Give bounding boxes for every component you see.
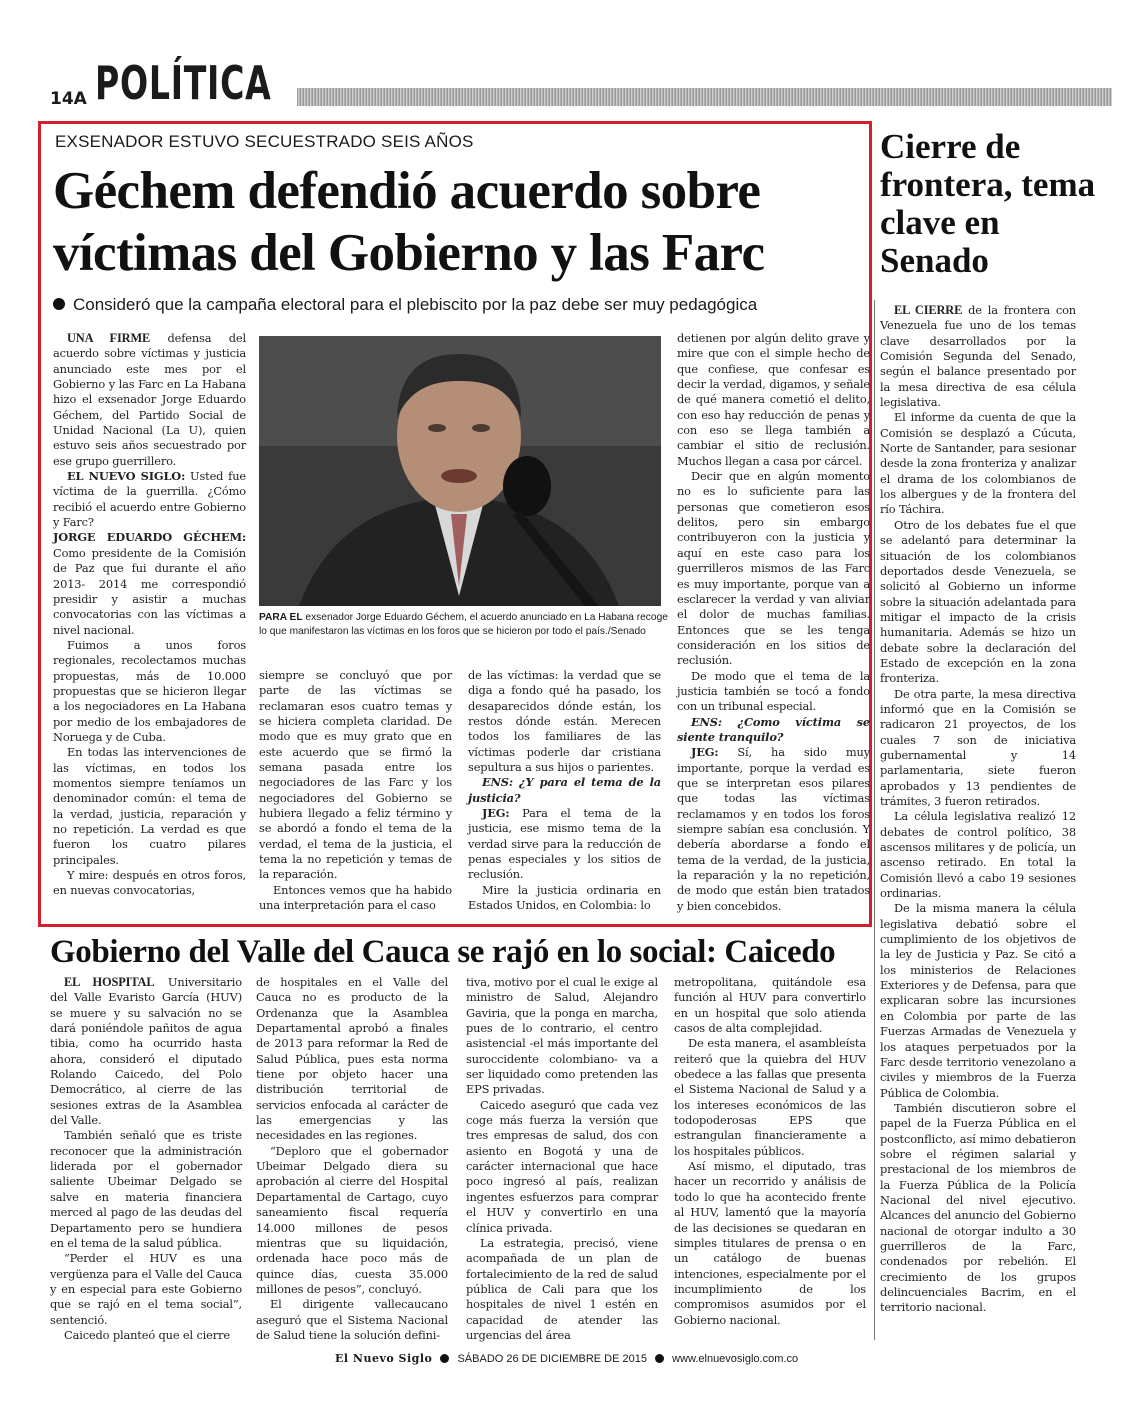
interviewee-label: JORGE EDUARDO GÉCHEM: bbox=[53, 530, 246, 545]
article-subhead bbox=[53, 295, 757, 315]
page-header bbox=[0, 55, 1127, 115]
bottom-column-3: tiva, motivo por el cual le exige al ministro de Salud, Alejandro Gaviria, que la ponga en marcha, pues de lo contrario, el centro asistencial -el más importante del suroccidente colombiano- va a ser liquidado como pretenden las EPS privadas. Caicedo aseguró que cada vez coge más fuerza la versión que tres empresas de salud, dos con asiento en Bogotá y una de carácter internacional que hace poco ingresó al país, realizan ingentes esfuerzos para comprar el HUV y convertirlo en una clínica privada. La estrategia, precisó, viene acompañada de un plan de fortalecimiento de la red de salud pública de Cali para que los hospitales de nivel 1 estén en capacidad de atender las urgencias del área bbox=[466, 975, 658, 1342]
speaker-photo-illustration bbox=[259, 336, 661, 606]
lead-in: UNA FIRME bbox=[67, 331, 151, 345]
bottom-column-1: EL HOSPITAL Universitario del Valle Evaristo García (HUV) se muere y su salvación no se dará poniéndole pañitos de agua tibia, como ha ocurrido hasta ahora, consideró el diputado Rolando Caicedo, del Polo Democrático, al cierre de las sesiones extras de la Asamblea del Valle. También señaló que es triste reconocer que la administración liderada por el gobernador saliente Ubeimar Delgado se salve en materia financiera merced al pago de las deudas del Departamento pero se hundiera en el tema de la salud pública. “Perder el HUV es una vergüenza para el Valle del Cauca y en especial para este Gobierno que se rajó en el tema social”, sentenció. Caicedo planteó que el cierre bbox=[50, 975, 242, 1342]
bottom-column-4: metropolitana, quitándole esa función al HUV para convertirlo en un hospital que solo atienda casos de alta complejidad. De esta manera, el asambleísta reiteró que la quiebra del HUV obedece a las fallas que presenta el Sistema Nacional de Salud y a los intereses económicos de las todopoderosas EPS que estrangulan financieramente a los hospitales públicos. Así mismo, el diputado, tras hacer un recorrido y análisis de todo lo que ha acontecido frente al HUV, lamentó que la mayoría de las decisiones se quedaran en simples titulares de prensa o en un catálogo de buenas intenciones, especialmente por el incumplimiento de los compromisos asumidos por el Gobierno nacional. bbox=[674, 975, 866, 1327]
featured-article bbox=[38, 121, 872, 927]
interviewer-label: EL NUEVO SIGLO: bbox=[67, 469, 186, 484]
bullet-icon bbox=[655, 1354, 664, 1363]
footer-url[interactable]: www.elnuevosiglo.com.co bbox=[672, 1353, 799, 1365]
article-column-1: UNA FIRME defensa del acuerdo sobre víctimas y justicia anunciado este mes por el Gobierno y las Farc en La Habana hizo el exsenador Jorge Eduardo Géchem, del Partido Social de Unidad Nacional (La U), quien estuvo seis años secuestrado por ese grupo guerrillero. EL NUEVO SIGLO: Usted fue víctima de la guerrilla. ¿Cómo recibió el acuerdo entre Gobierno y Farc? JORGE EDUARDO GÉCHEM: Como presidente de la Comisión de Paz que fui durante el año 2013- 2014 me correspondió presidir y asistir a muchas convocatorias con las víctimas a nivel nacional. Fuimos a unos foros regionales, recolectamos muchas propuestas, más de 10.000 propuestas que se hicieron llegar a los negociadores en La Habana por medio de los embajadores de Noruega y de Cuba. En todas las intervenciones de las víctimas, en todos los momentos siempre teníamos un denominador común: el tema de la verdad, justicia, reparación y no repetición. La verdad es que fueron los cuatro pilares principales. Y mire: después en otros foros, en nuevas convocatorias, bbox=[53, 331, 246, 898]
article-column-3: de las víctimas: la verdad que se diga a fondo qué ha pasado, los desaparecidos dónde están, los restos dónde están. Merecen todos los familiares de las víctimas poderle dar cristiana sepultura a sus hijos o parientes. ENS: ¿Y para el tema de la justicia? JEG: Para el tema de la justicia, ese mismo tema de la verdad sirve para la reducción de penas especiales y los sitios de reclusión. Mire la justicia ordinaria en Estados Unidos, en Colombia: lo bbox=[468, 668, 661, 913]
bullet-icon bbox=[53, 298, 65, 310]
article-headline: Géchem defendió acuerdo sobre víctimas del Gobierno y las Farc bbox=[53, 162, 765, 282]
article-photo bbox=[259, 336, 661, 606]
article-column-4: detienen por algún delito grave y mire que con el simple hecho de que confiese, que confesar es decir la verdad, digamos, y señale de qué manera cometió el delito, con eso hay reducción de penas y con eso se llega también a cambiar el sitio de reclusión. Muchos llegan a casa por cárcel. Decir que en algún momento no es lo suficiente para las personas que cometieron esos delitos, pero sin embargo contribuyeron con la justicia y aquí en este caso para los guerrilleros mismos de las Farc es muy importante, porque van a esclarecer la verdad y van aliviar el dolor de muchas familias. Entonces que se les tenga consideración en los sitios de reclusión. De modo que el tema de la justicia también se tocó a fondo con un tribunal especial. ENS: ¿Como víctima se siente tranquilo? JEG: Sí, ha sido muy importante, porque la verdad es que se interpretan esos pilares que todas las víctimas reclamamos y en todos los foros siempre sabían esa conclusión. Y debería abordarse a fondo el tema de la verdad, de la justicia, la reparación y la no repetición, de modo que están bien tratados y bien concebidos. bbox=[677, 331, 870, 913]
section-rule bbox=[297, 88, 1112, 106]
page-footer bbox=[335, 1352, 798, 1365]
newspaper-logo: El Nuevo Siglo bbox=[335, 1352, 433, 1365]
side-article-headline: Cierre de frontera, tema clave en Senado bbox=[880, 127, 1096, 280]
side-article-body: EL CIERRE de la frontera con Venezuela fue uno de los temas clave desarrollados por la Comisión Segunda del Senado, según el balance presentado por la mesa directiva de esa célula legislativa. El informe da cuenta de que la Comisión se desplazó a Cúcuta, Norte de Santander, para sesionar desde la zona fronteriza y analizar el drama de los colombianos de los albergues y de la frontera del río Táchira. Otro de los debates fue el que se adelantó para determinar la situación de los colombianos deportados desde Venezuela, se solicitó al Gobierno un informe sobre la situación adelantada para mitigar el impacto de la crisis humanitaria. Además se hizo un debate sobre la declaración del Estado de excepción en la zona fronteriza. De otra parte, la mesa directiva informó que en la Comisión se radicaron 21 proyectos, de los cuales 7 son de iniciativa gubernamental y 14 parlamentaria, siete fueron aprobados y 13 pendientes de trámites, 3 fueron retirados. La célula legislativa realizó 12 debates de control político, 38 ascensos militares y de policía, un ascenso retirado. En total la Comisión llevó a cabo 19 sesiones ordinarias. De la misma manera la célula legislativa debatió sobre el cumplimiento de los objetivos de la ley de Justicia y Paz. Se citó a los ministerios de Relaciones Exteriores y de Defensa, para que explicaran sobre las incursiones en Colombia por parte de las Fuerzas Armadas de Venezuela y los ataques perpetuados por la Farc desde territorio venezolano a civiles y miembros de la Fuerza Pública de Colombia. También discutieron sobre el papel de la Fuerza Pública en el postconflicto, así mimo debatieron sobre el régimen salarial y prestacional de los miembros de la Fuerza Pública de la Policía Nacional del nivel ejecutivo. Alcances del anuncio del Gobierno nacional de otorgar indulto a 30 guerrilleros de la Farc, condenados por rebelión. El crecimiento de los grupos delincuenciales Bacrim, en el territorio nacional. bbox=[880, 303, 1076, 1315]
footer-date: SÁBADO 26 DE DICIEMBRE DE 2015 bbox=[457, 1353, 647, 1365]
bottom-column-2: de hospitales en el Valle del Cauca no es producto de la Ordenanza que la Asamblea Departamental aprobó a finales de 2013 para reformar la Red de Salud Pública, pues esta norma tiene por objeto hacer una distribución territorial de servicios enfocada al carácter de las emergencias y las necesidades en las regiones. “Deploro que el gobernador Ubeimar Delgado diera su aprobación al cierre del Hospital Departamental de Cartago, cuyo saneamiento fiscal requería 14.000 millones de pesos mientras que su liquidación, ordenada hace poco más de quince días, cuesta 35.000 millones de pesos”, concluyó. El dirigente vallecaucano aseguró que el Sistema Nacional de Salud tiene la solución defini- bbox=[256, 975, 448, 1342]
article-column-2: siempre se concluyó que por parte de las víctimas se reclamaran esos cuatro temas y se hiciera completa claridad. De modo que es muy grato que en este acuerdo que se firmó la semana pasada entre los negociadores de las Farc y los negociadores del Gobierno se hubiera llegado a feliz término y se abordó a fondo el tema de la verdad, el tema de la justicia, el tema la no repetición y temas de la reparación. Entonces vemos que ha habido una interpretación para el caso bbox=[259, 668, 452, 913]
side-lead-in: EL CIERRE bbox=[894, 303, 963, 317]
bottom-article-headline: Gobierno del Valle del Cauca se rajó en lo social: Caicedo bbox=[50, 934, 836, 970]
page-number: 14A bbox=[50, 89, 87, 109]
photo-caption: PARA EL exsenador Jorge Eduardo Géchem, el acuerdo anunciado en La Habana recoge lo que manifestaron las víctimas en los foros que se hicieron por todo el país./Senado bbox=[259, 612, 668, 637]
subhead-text: Consideró que la campaña electoral para el plebiscito por la paz debe ser muy pedagógica bbox=[73, 295, 758, 314]
section-title: POLÍTICA bbox=[95, 56, 272, 110]
column-divider bbox=[874, 300, 875, 1340]
bullet-icon bbox=[440, 1354, 449, 1363]
article-kicker: EXSENADOR ESTUVO SECUESTRADO SEIS AÑOS bbox=[55, 132, 474, 151]
